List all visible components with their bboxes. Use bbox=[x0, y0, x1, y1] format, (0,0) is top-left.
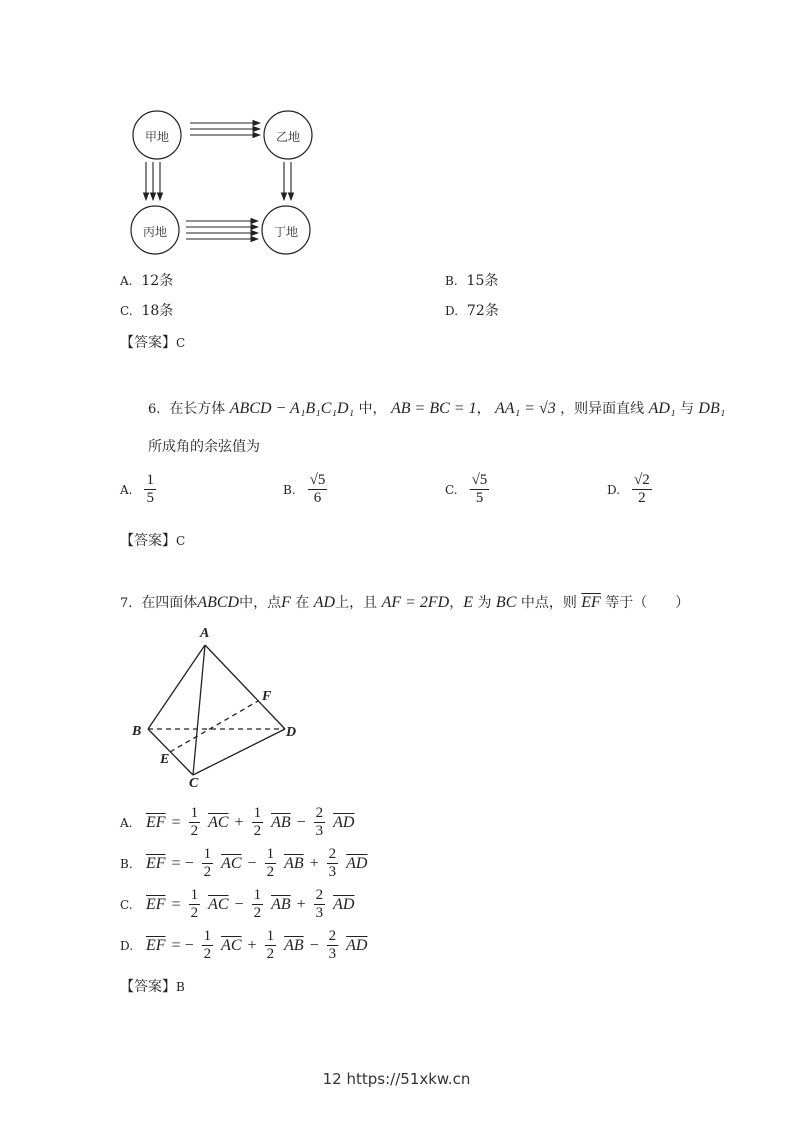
numerator: 1 bbox=[144, 472, 156, 490]
sign: = − bbox=[171, 854, 194, 872]
option-fraction bbox=[470, 472, 490, 508]
numerator: 1 bbox=[265, 928, 277, 946]
coef-3 bbox=[314, 887, 326, 923]
coef-1 bbox=[202, 928, 214, 964]
option-letter: C. bbox=[120, 304, 133, 318]
q6-solid: ABCD − A₁B₁C₁D₁ bbox=[229, 400, 355, 417]
node-label-ding: 丁地 bbox=[274, 225, 299, 239]
denominator: 2 bbox=[266, 864, 275, 881]
option-text: 72条 bbox=[466, 303, 499, 319]
numerator: 1 bbox=[189, 805, 201, 823]
sign: − bbox=[234, 895, 244, 913]
denominator: 2 bbox=[203, 946, 212, 963]
coef-3 bbox=[327, 846, 339, 882]
coef-1 bbox=[202, 846, 214, 882]
numerator: 1 bbox=[252, 887, 264, 905]
vector-ab: $\overline{AB}$ bbox=[284, 854, 304, 872]
q7-t8: 等于（ ） bbox=[605, 595, 690, 611]
numerator: 2 bbox=[314, 887, 326, 905]
numerator: 2 bbox=[327, 846, 339, 864]
sign: + bbox=[247, 936, 257, 954]
edge-ac bbox=[193, 645, 205, 775]
q6-mid: 中， bbox=[358, 401, 387, 417]
sign: = bbox=[171, 813, 181, 831]
denominator: 2 bbox=[253, 823, 262, 840]
numerator: 1 bbox=[265, 846, 277, 864]
numerator: 2 bbox=[327, 928, 339, 946]
q6-line1: AD₁ bbox=[648, 400, 676, 417]
vector-ac: $\overline{AC}$ bbox=[208, 895, 229, 913]
sign: − bbox=[296, 813, 306, 831]
q6-option-a[interactable] bbox=[120, 472, 158, 508]
q7-number: 7. bbox=[120, 596, 133, 611]
node-label-yi: 乙地 bbox=[276, 130, 301, 144]
numerator: 1 bbox=[202, 928, 214, 946]
tetrahedron-figure bbox=[125, 625, 310, 795]
sign: − bbox=[309, 936, 319, 954]
denominator: 2 bbox=[203, 864, 212, 881]
option-letter: C. bbox=[120, 897, 133, 912]
segment-ef-hidden bbox=[170, 701, 258, 752]
q6-option-d[interactable] bbox=[607, 472, 654, 508]
vector-ad: $\overline{AD}$ bbox=[333, 813, 355, 831]
coef-2 bbox=[252, 805, 264, 841]
q7-t2: 中，点 bbox=[239, 595, 282, 611]
answer-value: C bbox=[176, 534, 186, 548]
vertex-label-c: C bbox=[189, 776, 199, 791]
denominator: 3 bbox=[328, 864, 337, 881]
sign: − bbox=[247, 854, 257, 872]
numerator: 1 bbox=[189, 887, 201, 905]
option-text: 12条 bbox=[141, 273, 174, 289]
q6-answer bbox=[120, 530, 185, 550]
numerator: √5 bbox=[308, 472, 328, 490]
q7-option-b[interactable] bbox=[120, 846, 367, 882]
denominator: 3 bbox=[315, 905, 324, 922]
sign: = − bbox=[171, 936, 194, 954]
option-letter: B. bbox=[120, 856, 133, 871]
edge-cd bbox=[193, 729, 285, 775]
q6-conj: 与 bbox=[679, 401, 694, 417]
option-letter: A. bbox=[120, 815, 133, 830]
q7-solid: ABCD bbox=[197, 594, 240, 611]
coef-3 bbox=[314, 805, 326, 841]
q6-stem-line2: 所成角的余弦值为 bbox=[148, 439, 260, 455]
coef-3 bbox=[327, 928, 339, 964]
q7-t1: 在四面体 bbox=[141, 595, 198, 611]
answer-label: 【答案】 bbox=[120, 979, 176, 995]
option-letter: D. bbox=[607, 482, 621, 497]
q5-option-c[interactable] bbox=[120, 300, 173, 320]
edge-ab bbox=[148, 645, 205, 729]
q5-answer bbox=[120, 332, 185, 352]
point-label-e: E bbox=[160, 752, 170, 767]
vector-ad: $\overline{AD}$ bbox=[346, 936, 368, 954]
footer-url[interactable]: https://51xkw.cn bbox=[346, 1070, 471, 1088]
coef-1 bbox=[189, 805, 201, 841]
numerator: 1 bbox=[202, 846, 214, 864]
sign: + bbox=[296, 895, 306, 913]
q7-seg-bc: BC bbox=[495, 594, 517, 611]
vector-ab: $\overline{AB}$ bbox=[284, 936, 304, 954]
denominator: 2 bbox=[190, 905, 199, 922]
q5-option-b[interactable] bbox=[445, 270, 498, 290]
roads-yi-ding bbox=[284, 162, 291, 200]
vector-lhs: $\overline{EF}$ bbox=[146, 895, 166, 913]
q6-cond2: AA₁ = √3 bbox=[495, 400, 556, 417]
numerator: √2 bbox=[632, 472, 652, 490]
node-label-jia: 甲地 bbox=[145, 130, 170, 144]
answer-label: 【答案】 bbox=[120, 335, 176, 351]
sign: + bbox=[309, 854, 319, 872]
q7-option-c[interactable] bbox=[120, 887, 354, 923]
denominator: 2 bbox=[266, 946, 275, 963]
q6-line2: DB₁ bbox=[698, 400, 726, 417]
numerator: √5 bbox=[470, 472, 490, 490]
numerator: 2 bbox=[314, 805, 326, 823]
denominator: 2 bbox=[253, 905, 262, 922]
vector-lhs: $\overline{EF}$ bbox=[146, 854, 166, 872]
q7-seg-ad: AD bbox=[313, 594, 336, 611]
q7-t3: 在 bbox=[295, 595, 310, 611]
q6-option-c[interactable] bbox=[445, 472, 491, 508]
option-letter: B. bbox=[283, 482, 296, 497]
denominator: 3 bbox=[328, 946, 337, 963]
option-fraction bbox=[308, 472, 328, 508]
vector-ab: $\overline{AB}$ bbox=[271, 895, 291, 913]
numerator: 1 bbox=[252, 805, 264, 823]
coef-2 bbox=[265, 846, 277, 882]
page-number: 12 bbox=[322, 1070, 342, 1088]
coef-2 bbox=[252, 887, 264, 923]
denominator: 5 bbox=[146, 490, 154, 507]
page-footer bbox=[0, 1070, 793, 1088]
option-letter: A. bbox=[120, 482, 133, 497]
coef-2 bbox=[265, 928, 277, 964]
denominator: 2 bbox=[190, 823, 199, 840]
q7-t6: 为 bbox=[477, 595, 492, 611]
denominator: 3 bbox=[315, 823, 324, 840]
q7-option-d[interactable] bbox=[120, 928, 367, 964]
vertex-label-d: D bbox=[286, 725, 297, 740]
q6-cond1: AB = BC = 1 bbox=[390, 400, 477, 417]
denominator: 6 bbox=[313, 490, 322, 507]
denominator: 5 bbox=[475, 490, 484, 507]
option-letter: A. bbox=[120, 274, 133, 288]
edge-ad bbox=[205, 645, 285, 729]
q7-point-e: E bbox=[463, 594, 474, 611]
option-letter: D. bbox=[120, 938, 134, 953]
roads-jia-bing bbox=[146, 162, 160, 200]
q6-tail: ，则异面直线 bbox=[560, 401, 645, 417]
option-fraction bbox=[632, 472, 652, 508]
q7-t4: 上，且 bbox=[335, 595, 378, 611]
option-letter: C. bbox=[445, 482, 458, 497]
q6-number: 6. bbox=[148, 402, 161, 417]
sign: + bbox=[234, 813, 244, 831]
vector-ac: $\overline{AC}$ bbox=[221, 936, 242, 954]
vector-lhs: $\overline{EF}$ bbox=[146, 813, 166, 831]
vector-lhs: $\overline{EF}$ bbox=[146, 936, 166, 954]
option-letter: B. bbox=[445, 274, 458, 288]
q7-option-a[interactable] bbox=[120, 805, 354, 841]
option-letter: D. bbox=[445, 304, 459, 318]
q7-vector-ef: $\overline{EF}$ bbox=[581, 594, 601, 611]
vector-ad: $\overline{AD}$ bbox=[333, 895, 355, 913]
denominator: 2 bbox=[638, 490, 646, 507]
vector-ac: $\overline{AC}$ bbox=[221, 854, 242, 872]
q7-t7: 中点，则 bbox=[520, 595, 577, 611]
q5-option-a[interactable] bbox=[120, 270, 173, 290]
sign: = bbox=[171, 895, 181, 913]
vertex-label-b: B bbox=[132, 724, 142, 739]
vector-ab: $\overline{AB}$ bbox=[271, 813, 291, 831]
q7-t5: ， bbox=[449, 595, 464, 611]
answer-value: C bbox=[176, 336, 186, 350]
answer-label: 【答案】 bbox=[120, 533, 176, 549]
node-label-bing: 丙地 bbox=[143, 225, 168, 239]
point-label-f: F bbox=[262, 689, 272, 704]
option-text: 15条 bbox=[466, 273, 499, 289]
vector-ad: $\overline{AD}$ bbox=[346, 854, 368, 872]
q7-cond: AF = 2FD bbox=[381, 594, 450, 611]
answer-value: B bbox=[176, 980, 185, 994]
q5-option-d[interactable] bbox=[445, 300, 499, 320]
q6-intro: 在长方体 bbox=[169, 401, 226, 417]
vertex-label-a: A bbox=[200, 626, 210, 641]
q7-point-f: F bbox=[281, 594, 291, 611]
q6-stem-line1: 6. 在长方体 ABCD − A₁B₁C₁D₁ 中， AB = BC = 1， AA₁ = √3 ，则异面直线 AD₁ 与 DB₁ bbox=[148, 400, 726, 417]
q7-answer bbox=[120, 976, 185, 996]
roads-jia-yi bbox=[190, 123, 260, 135]
option-fraction bbox=[144, 472, 156, 508]
q7-stem bbox=[120, 592, 689, 612]
q6-option-b[interactable] bbox=[283, 472, 329, 508]
roads-bing-ding bbox=[186, 221, 258, 239]
coef-1 bbox=[189, 887, 201, 923]
option-text: 18条 bbox=[141, 303, 174, 319]
vector-ac: $\overline{AC}$ bbox=[208, 813, 229, 831]
